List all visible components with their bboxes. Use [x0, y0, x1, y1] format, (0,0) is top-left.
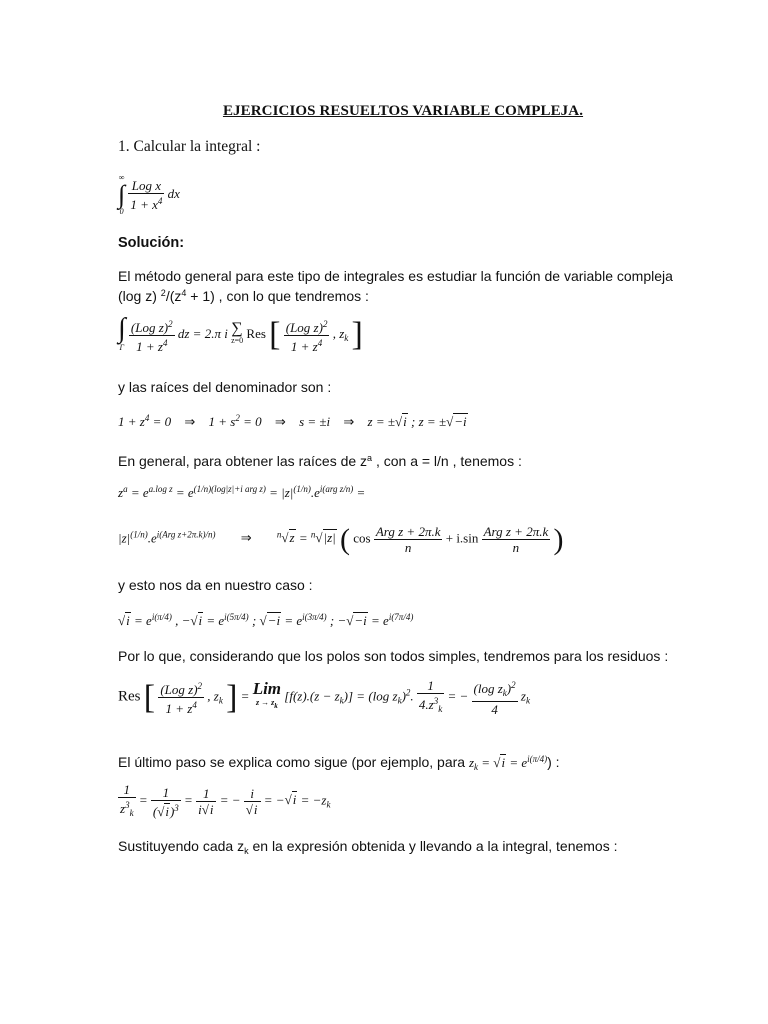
document-title: EJERCICIOS RESUELTOS VARIABLE COMPLEJA. [222, 103, 584, 119]
paragraph-method-line-1: El método general para este tipo de integrales es estudiar la función de variable compleja [118, 268, 673, 284]
contour-integral-equation: ∫ Γ $\frac{(Log z)^2}{1 + z^4}$ dz = 2.π i ∑ z=0 Res [ $\frac{(Log z)^2}{1 + z^4}$ , $z_k$ ] [118, 313, 363, 354]
solution-heading: Solución: [118, 235, 185, 251]
integrand-fraction: $\frac{\text{Log x}}{1 + x^4}$ [130, 178, 163, 212]
implies-arrow: ⇒ [343, 414, 355, 429]
paragraph-roots: y las raíces del denominador son : [118, 379, 332, 395]
paragraph-our-case: y esto nos da en nuestro caso : [118, 577, 313, 593]
summation: ∑ z=0 [231, 320, 244, 345]
integral-1 [118, 172, 180, 218]
implies-arrow: ⇒ [184, 414, 196, 429]
paragraph-last-step: El último paso se explica como sigue (por ejemplo, para $z_k = √i = e^{i(\pi/4)}$) : [118, 754, 560, 772]
limit-operator: Lim z → zk [252, 679, 282, 710]
paragraph-residues: Por lo que, considerando que los polos son todos simples, tendremos para los residuos : [118, 648, 669, 664]
last-step-equation: $\frac{1}{z^3_k}$ = $\frac{1}{(√i)^3}$ = $\frac{1}{i√i}$ = − $\frac{i}{√i}$ = $-√i = -z_k$ [118, 782, 330, 821]
contour-label: Γ [119, 343, 125, 352]
nth-root-equation: $|z|^{(1/n)}.e^{i(Arg z+2\pi.k)/n)}$ ⇒ $^n$√z = $^n$√|z| ( cos $\frac{\text{Arg z + 2π.k}}{n}$ + i.sin $\frac{\text{Arg z + 2π.k}}{n}$ ) [118, 522, 564, 556]
integrand-numerator: Log x [131, 178, 162, 193]
specific-roots-equation: $√i = e^{i(\pi/4)}$ , $-√i = e^{i(5\pi/4)}$ ; $√-i = e^{i(3\pi/4)}$ ; $-√-i = e^{i(7\pi/4)}$ [118, 612, 414, 628]
residue-operator: Res [118, 688, 141, 705]
paragraph-substitution: Sustituyendo cada $z_k$ en la expresión obtenida y llevando a la integral, tenemos : [118, 838, 618, 856]
paragraph-method-line-2: (log z) $^2/(z^4 + 1)$ , con lo que tendremos : [118, 288, 369, 304]
residue-equation: Res [ $\frac{(Log z)^2}{1 + z^4}$ , $z_k$ ] = Lim z → zk $[f(z).(z - z_k)] = (\log$ $z_k)^2$. $\frac{1}{4.z^3_k}$ = − $\frac{(\log z_k)^2}{4}$ $z_k$ [118, 678, 530, 717]
paragraph-method [118, 268, 673, 305]
integrand-denominator: 1 + x [130, 197, 158, 212]
implies-arrow: ⇒ [274, 414, 286, 429]
upper-limit: ∞ [118, 173, 125, 182]
power-definition-equation: $z^a = e^{a.log z} = e^{(1/n)(log|z|+i arg z)} = |z|^{(1/n)}.e^{i(arg z/n)}$ = [118, 484, 366, 500]
roots-equation: $1 + z^4 = 0$ ⇒ $1 + s^2 = 0$ ⇒ s = ±i ⇒ z = ±√i ; z = ±√−i [118, 413, 467, 429]
differential: dx [167, 185, 180, 201]
paragraph-general-roots: En general, para obtener las raíces de $z^a$ , con a = l/n , tenemos : [118, 453, 522, 469]
residue-operator: Res [246, 325, 266, 341]
integral-sign: ∫ [118, 313, 126, 344]
lower-limit: 0 [119, 207, 124, 216]
exercise-1-statement: 1. Calcular la integral : [118, 138, 261, 155]
implies-arrow: ⇒ [240, 530, 252, 546]
integral-sign: ∫ [118, 180, 126, 209]
